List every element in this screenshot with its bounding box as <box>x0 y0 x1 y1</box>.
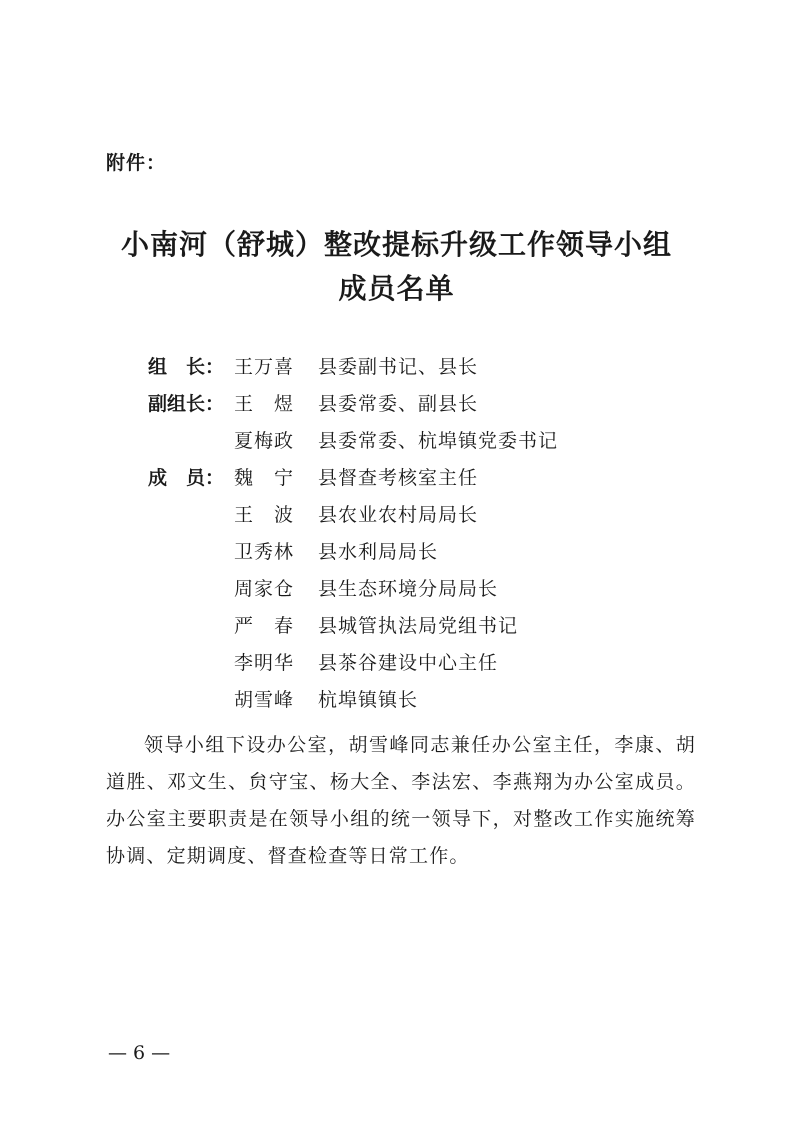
member-position: 县水利局局长 <box>318 541 439 563</box>
member-name: 严 春 <box>234 615 295 637</box>
member-row <box>148 648 708 676</box>
attachment-label: 附件： <box>106 152 167 174</box>
member-role: 组 长： <box>148 356 225 378</box>
page-number: — 6 — <box>108 1042 171 1064</box>
member-position: 县委副书记、县长 <box>318 356 479 378</box>
member-name: 王万喜 <box>234 356 295 378</box>
member-name: 魏 宁 <box>234 467 295 489</box>
member-row <box>148 500 708 528</box>
member-position: 县委常委、副县长 <box>318 393 479 415</box>
member-name: 夏梅政 <box>234 430 295 452</box>
member-position: 杭埠镇镇长 <box>318 689 419 711</box>
member-name: 周家仓 <box>234 578 295 600</box>
member-row <box>148 685 708 713</box>
member-name: 李明华 <box>234 652 295 674</box>
member-position: 县督查考核室主任 <box>318 467 479 489</box>
office-description-paragraph: 领导小组下设办公室，胡雪峰同志兼任办公室主任，李康、胡道胜、邓文生、贠守宝、杨大全、李法宏、李燕翔为办公室成员。办公室主要职责是在领导小组的统一领导下，对整改工作实施统筹协调、定期调度、督查检查等日常工作。 <box>106 734 696 867</box>
member-row <box>148 463 708 491</box>
member-name: 王 波 <box>234 504 295 526</box>
member-name: 王 煜 <box>234 393 295 415</box>
member-row <box>148 537 708 565</box>
document-title-line-2: 成员名单 <box>338 272 455 305</box>
member-role: 副组长： <box>148 393 225 415</box>
member-row <box>148 611 708 639</box>
member-row <box>148 574 708 602</box>
member-row <box>148 426 708 454</box>
member-name: 胡雪峰 <box>234 689 295 711</box>
member-position: 县委常委、杭埠镇党委书记 <box>318 430 559 452</box>
member-position: 县茶谷建设中心主任 <box>318 652 499 674</box>
member-row <box>148 352 708 380</box>
member-position: 县城管执法局党组书记 <box>318 615 519 637</box>
member-position: 县农业农村局局长 <box>318 504 479 526</box>
member-name: 卫秀林 <box>234 541 295 563</box>
member-role: 成 员： <box>148 467 225 489</box>
member-row <box>148 389 708 417</box>
member-position: 县生态环境分局局长 <box>318 578 499 600</box>
document-title-line-1: 小南河（舒城）整改提标升级工作领导小组 <box>120 228 672 261</box>
